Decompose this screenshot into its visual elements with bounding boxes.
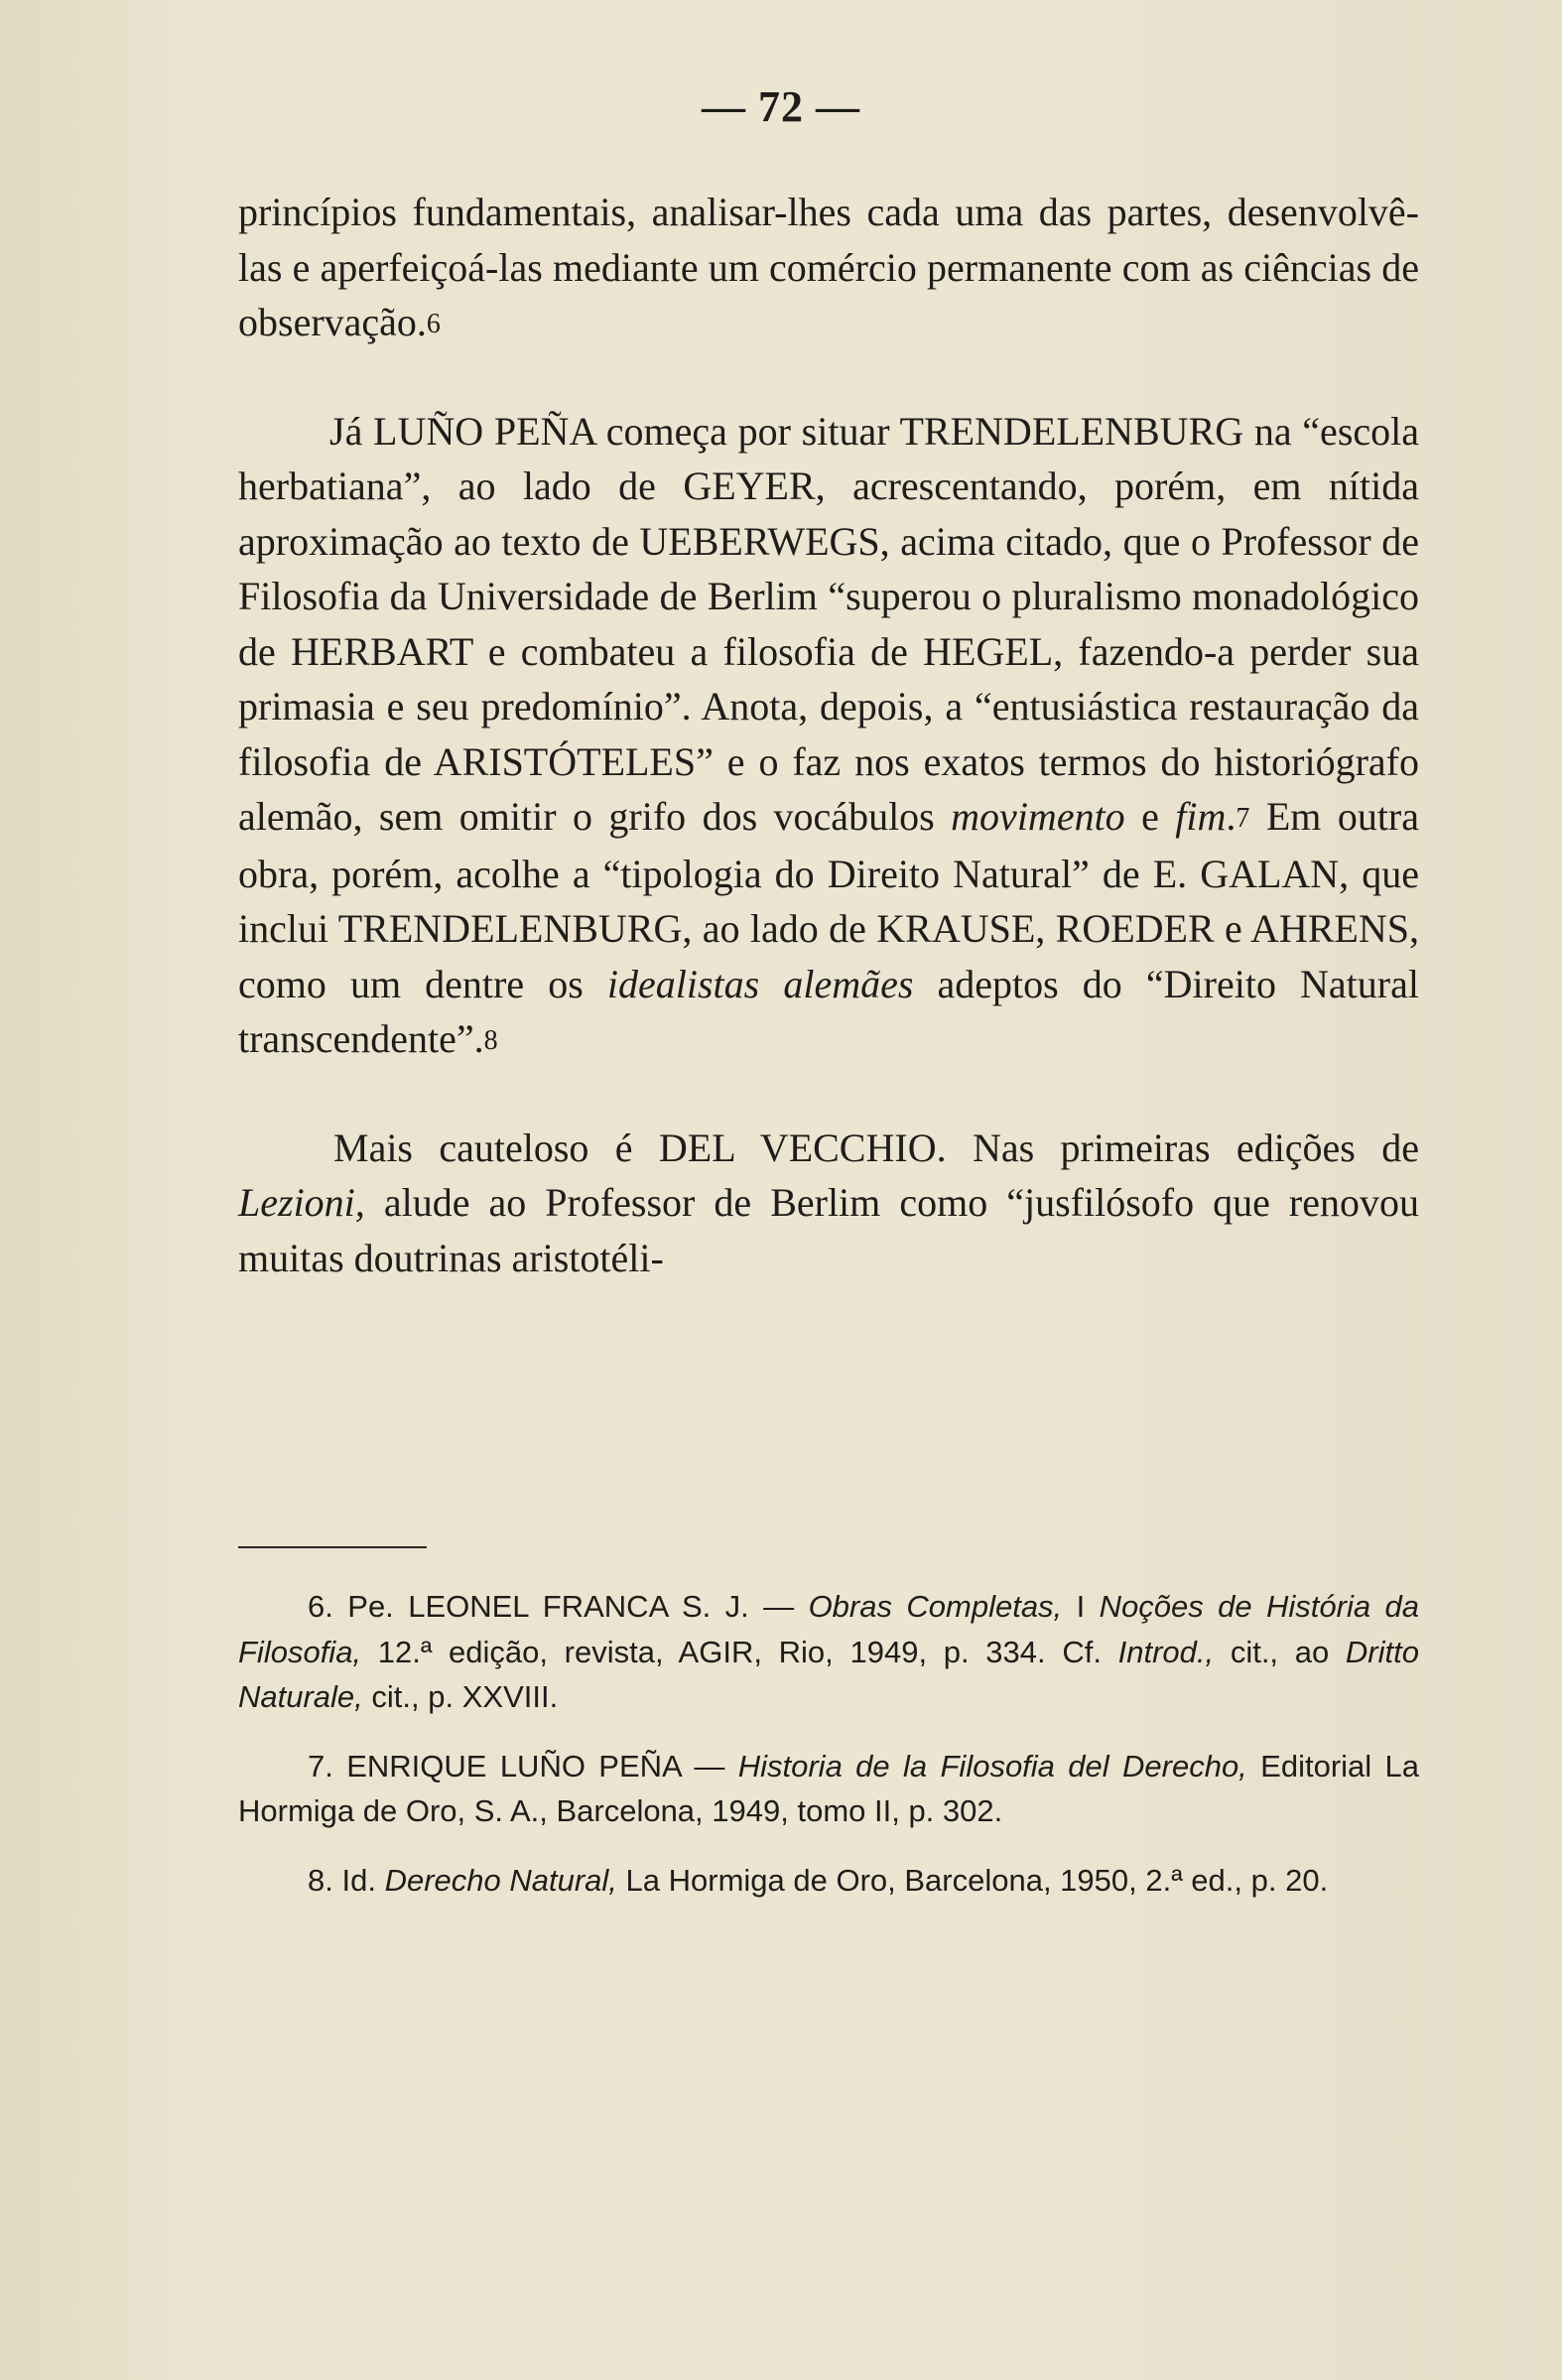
footnote-8-number: 8. bbox=[308, 1862, 333, 1898]
footnote-8-text-b: La Hormiga de Oro, Barcelona, 1950, 2.ª ed., p. 20. bbox=[616, 1862, 1329, 1898]
footnote-6-text-d: cit., ao bbox=[1214, 1634, 1346, 1669]
footnote-6-text-c: 12.ª edição, revista, AGIR, Rio, 1949, p. 334. Cf. bbox=[361, 1634, 1118, 1669]
footnote-7-title: Historia de la Filosofia del Derecho, bbox=[737, 1748, 1247, 1784]
footnote-6-title-d: Dritto Naturale, bbox=[238, 1634, 1419, 1714]
footnote-6 bbox=[238, 1584, 1419, 1720]
emphasis-fim: fim bbox=[1175, 794, 1227, 839]
footnote-6-number: 6. bbox=[308, 1589, 333, 1624]
page-number: — 72 — bbox=[702, 82, 860, 131]
footnote-6-text-e: cit., p. XXVIII. bbox=[362, 1679, 559, 1714]
footnote-6-title-a: Obras Completas, bbox=[808, 1589, 1063, 1624]
footnote-8-text-a: Id. bbox=[332, 1862, 385, 1898]
footnote-6-text-a: Pe. LEONEL FRANCA S. J. — bbox=[332, 1589, 809, 1624]
footnote-6-text-b: I bbox=[1062, 1589, 1100, 1624]
footnote-6-title-c: Introd., bbox=[1117, 1634, 1215, 1669]
paragraph-2-text-b: Em outra obra, porém, acolhe a “tipologia do Direito Natural” de E. GALAN, que inclui TRENDELENBURG, ao lado de KRAUSE, ROEDER e AHRENS, como um dentre os bbox=[238, 794, 1420, 1006]
main-text bbox=[238, 185, 1419, 1337]
footnote-7-text-b: Editorial La Hormiga de Oro, S. A., Barcelona, 1949, tomo II, p. 302. bbox=[238, 1748, 1420, 1828]
paragraph-3-text-a: Mais cauteloso é DEL VECCHIO. Nas primeiras edições de bbox=[333, 1124, 1419, 1170]
footnote-8 bbox=[238, 1858, 1419, 1904]
paragraph-2-period: . bbox=[1226, 794, 1237, 839]
footnote-divider bbox=[238, 1546, 427, 1548]
paragraph-2-conj: e bbox=[1124, 794, 1176, 839]
footnote-6-title-b: Noções de História da Filosofia, bbox=[238, 1589, 1419, 1669]
paragraph-2-text-a: Já LUÑO PEÑA começa por situar TRENDELENBURG na “escola herbatiana”, ao lado de GEYER, acrescentando, porém, em nítida aproximação ao texto de UEBERWEGS, acima citado, que o Professor de Filosofia da Universidade de Berlim “superou o pluralismo monadológico de HERBART e combateu a filosofia de HEGEL, fazendo-a perder sua primasia e seu predomínio”. Anota, depois, a “entusiástica restauração da filosofia de ARISTÓTELES” e o faz nos exatos termos do historiógrafo alemão, sem omitir o grifo dos vocábulos bbox=[238, 408, 1419, 839]
footnote-ref-6: 6 bbox=[426, 309, 441, 339]
emphasis-idealistas: idealistas alemães bbox=[606, 961, 914, 1006]
footnote-ref-7: 7 bbox=[1236, 803, 1250, 834]
paragraph-3-text-b: alude ao Professor de Berlim como “jusfilósofo que renovou muitas doutrinas aristotéli- bbox=[238, 1180, 1419, 1280]
footnotes bbox=[238, 1584, 1419, 1926]
footnote-8-title: Derecho Natural, bbox=[384, 1862, 617, 1898]
paragraph-1 bbox=[238, 185, 1419, 352]
paragraph-1-text: princípios fundamentais, analisar-lhes cada uma das partes, desenvolvê-las e aperfeiçoá-las mediante um comércio permanente com as ciências de observação. bbox=[238, 190, 1419, 344]
footnote-7 bbox=[238, 1744, 1419, 1834]
footnote-7-text-a: ENRIQUE LUÑO PEÑA — bbox=[332, 1748, 738, 1784]
emphasis-movimento: movimento bbox=[951, 794, 1125, 839]
paragraph-2 bbox=[238, 404, 1419, 1069]
paragraph-2-text-c: adeptos do “Direito Natural transcendente”. bbox=[238, 961, 1419, 1061]
footnote-ref-8: 8 bbox=[483, 1025, 498, 1056]
emphasis-lezioni: Lezioni, bbox=[238, 1180, 365, 1225]
paragraph-3 bbox=[238, 1121, 1419, 1286]
footnote-7-number: 7. bbox=[308, 1748, 333, 1784]
